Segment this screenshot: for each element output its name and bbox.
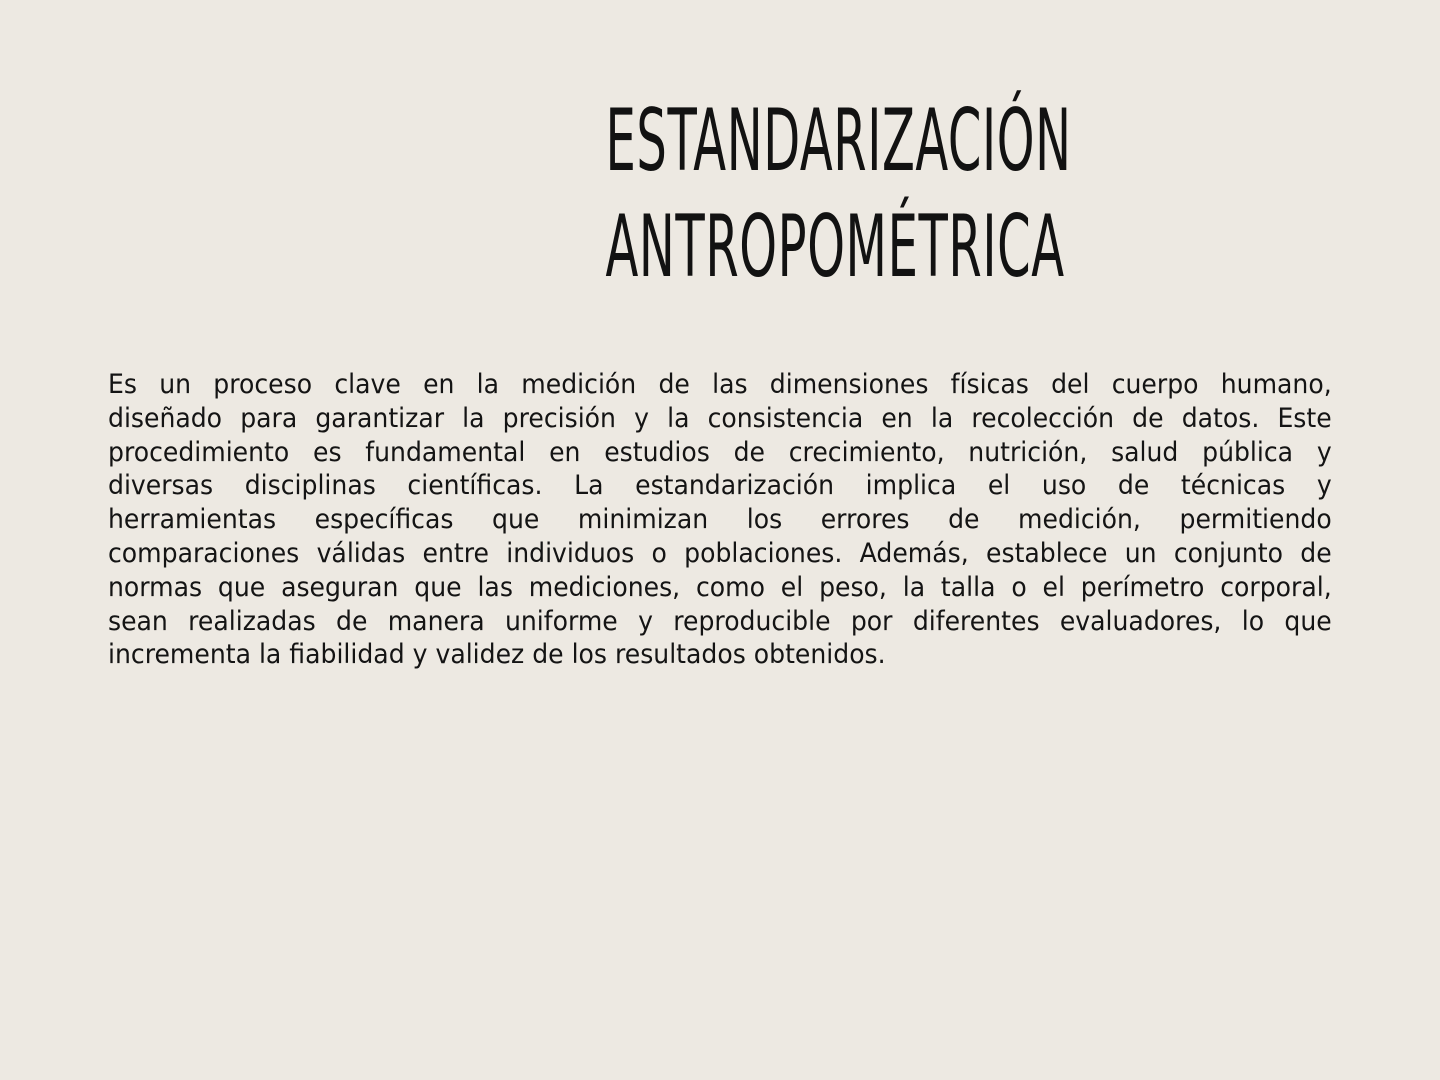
- body-line: herramientas específicas que minimizan los errores de medición, permitiendo: [108, 504, 1332, 536]
- body-line: sean realizadas de manera uniforme y reproducible por diferentes evaluadores, lo que: [108, 605, 1332, 637]
- body-line: procedimiento es fundamental en estudios de crecimiento, nutrición, salud pública y: [108, 436, 1332, 468]
- title-line-1: ESTANDARIZACIÓN: [605, 91, 1072, 191]
- body-line: diseñado para garantizar la precisión y la consistencia en la recolección de datos. Este: [108, 402, 1332, 434]
- body-line: normas que aseguran que las mediciones, como el peso, la talla o el perímetro corporal,: [108, 571, 1332, 603]
- body-paragraph: [108, 368, 1332, 672]
- body-line: diversas disciplinas científicas. La estandarización implica el uso de técnicas y: [108, 470, 1332, 502]
- body-line-last: incrementa la fiabilidad y validez de los resultados obtenidos.: [108, 639, 886, 671]
- body-line: Es un proceso clave en la medición de las dimensiones físicas del cuerpo humano,: [108, 369, 1332, 400]
- slide-title: [520, 88, 1072, 300]
- body-line: comparaciones válidas entre individuos o poblaciones. Además, establece un conjunto de: [108, 537, 1332, 569]
- title-line-2: ANTROPOMÉTRICA: [605, 197, 1065, 297]
